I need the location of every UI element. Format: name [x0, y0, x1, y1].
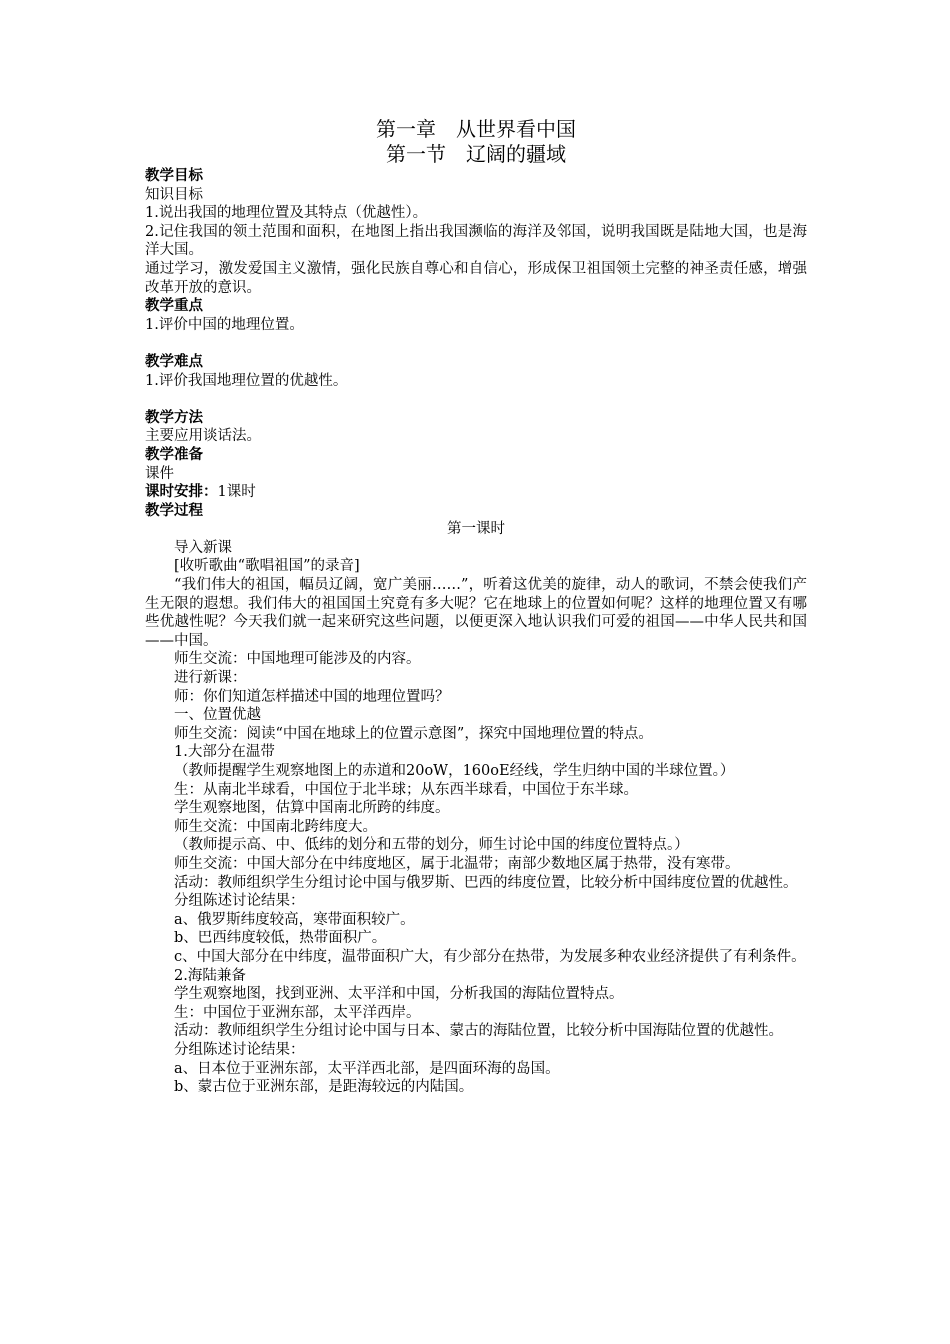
difficulty-item: 1.评价我国地理位置的优越性。 — [145, 372, 348, 389]
process-paragraph: 一、位置优越 — [174, 707, 261, 724]
process-paragraph: 分组陈述讨论结果： — [174, 1041, 305, 1058]
spacer — [145, 334, 807, 353]
process-paragraph: 活动：教师组织学生分组讨论中国与日本、蒙古的海陆位置，比较分析中国海陆位置的优越性。 — [174, 1023, 783, 1040]
process-paragraph: 生：从南北半球看，中国位于北半球；从东西半球看，中国位于东半球。 — [174, 781, 638, 798]
key-point-item: 1.评价中国的地理位置。 — [145, 316, 304, 333]
schedule-label: 课时安排： — [145, 484, 218, 501]
process-paragraph: [收听歌曲“歌唱祖国”的录音] — [174, 558, 360, 575]
spacer — [145, 390, 807, 409]
section-title: 第一节 辽阔的疆域 — [386, 142, 566, 166]
process-paragraph: 分组陈述讨论结果： — [174, 893, 305, 910]
process-paragraph: 生：中国位于亚洲东部，太平洋西岸。 — [174, 1004, 421, 1021]
process-paragraph: 师生交流：中国地理可能涉及的内容。 — [174, 651, 421, 668]
process-paragraph: c、中国大部分在中纬度，温带面积广大，有少部分在热带，为发展多种农业经济提供了有利条件。 — [174, 948, 806, 965]
knowledge-goal-label: 知识目标 — [145, 186, 203, 203]
lesson-title: 第一课时 — [447, 521, 505, 538]
process-paragraph: 导入新课 — [174, 539, 232, 556]
process-paragraph: “我们伟大的祖国，幅员辽阔，宽广美丽……”，听着这优美的旋律，动人的歌词，不禁会使我们产生无限的遐想。我们伟大的祖国国土究竟有多大呢？它在地球上的位置如何呢？这样的地理位置又有哪些优越性呢？今天我们就一起来研究这些问题，以便更深入地认识我们可爱的祖国——中华人民共和国——中国。 — [145, 577, 807, 649]
chapter-title: 第一章 从世界看中国 — [376, 117, 576, 141]
schedule-line — [145, 483, 807, 502]
process-paragraph: 2.海陆兼备 — [174, 967, 246, 984]
process-paragraph: （教师提示高、中、低纬的划分和五带的划分，师生讨论中国的纬度位置特点。） — [174, 837, 689, 854]
goal-item: 2.记住我国的领土范围和面积，在地图上指出我国濒临的海洋及邻国，说明我国既是陆地大国，也是海洋大国。 — [145, 223, 807, 259]
process-paragraph: 进行新课： — [174, 670, 247, 687]
process-paragraph: 师生交流：中国南北跨纬度大。 — [174, 818, 377, 835]
process-paragraph: a、日本位于亚洲东部，太平洋西北部，是四面环海的岛国。 — [174, 1060, 560, 1077]
goals-heading: 教学目标 — [145, 168, 203, 184]
process-heading: 教学过程 — [145, 502, 203, 519]
goal-item: 通过学习，激发爱国主义激情，强化民族自尊心和自信心，形成保卫祖国领土完整的神圣责任感，增强改革开放的意识。 — [145, 260, 807, 296]
process-paragraph: 师生交流：阅读“中国在地球上的位置示意图”，探究中国地理位置的特点。 — [174, 725, 653, 742]
process-paragraph: a、俄罗斯纬度较高，寒带面积较广。 — [174, 911, 415, 928]
prep-text: 课件 — [145, 465, 174, 482]
goal-item: 1.说出我国的地理位置及其特点（优越性）。 — [145, 205, 428, 222]
process-paragraph: （教师提醒学生观察地图上的赤道和20oW，160oE经线，学生归纳中国的半球位置。） — [174, 763, 735, 779]
method-text: 主要应用谈话法。 — [145, 428, 261, 445]
document-body — [145, 117, 807, 1097]
process-paragraph: 1.大部分在温带 — [174, 744, 275, 761]
difficulty-heading: 教学难点 — [145, 353, 203, 370]
method-heading: 教学方法 — [145, 409, 203, 426]
process-paragraph: b、蒙古位于亚洲东部，是距海较远的内陆国。 — [174, 1079, 474, 1096]
process-paragraph: 师：你们知道怎样描述中国的地理位置吗？ — [174, 688, 450, 705]
process-paragraph: b、巴西纬度较低，热带面积广。 — [174, 930, 387, 947]
schedule-value: 1课时 — [217, 484, 256, 501]
process-paragraph: 学生观察地图，找到亚洲、太平洋和中国，分析我国的海陆位置特点。 — [174, 986, 624, 1003]
key-points-heading: 教学重点 — [145, 298, 203, 315]
process-paragraph: 活动：教师组织学生分组讨论中国与俄罗斯、巴西的纬度位置，比较分析中国纬度位置的优越性。 — [174, 874, 798, 891]
process-paragraph: 学生观察地图，估算中国南北所跨的纬度。 — [174, 800, 450, 817]
prep-heading: 教学准备 — [145, 446, 203, 463]
process-paragraph: 师生交流：中国大部分在中纬度地区，属于北温带；南部少数地区属于热带，没有寒带。 — [174, 855, 740, 872]
